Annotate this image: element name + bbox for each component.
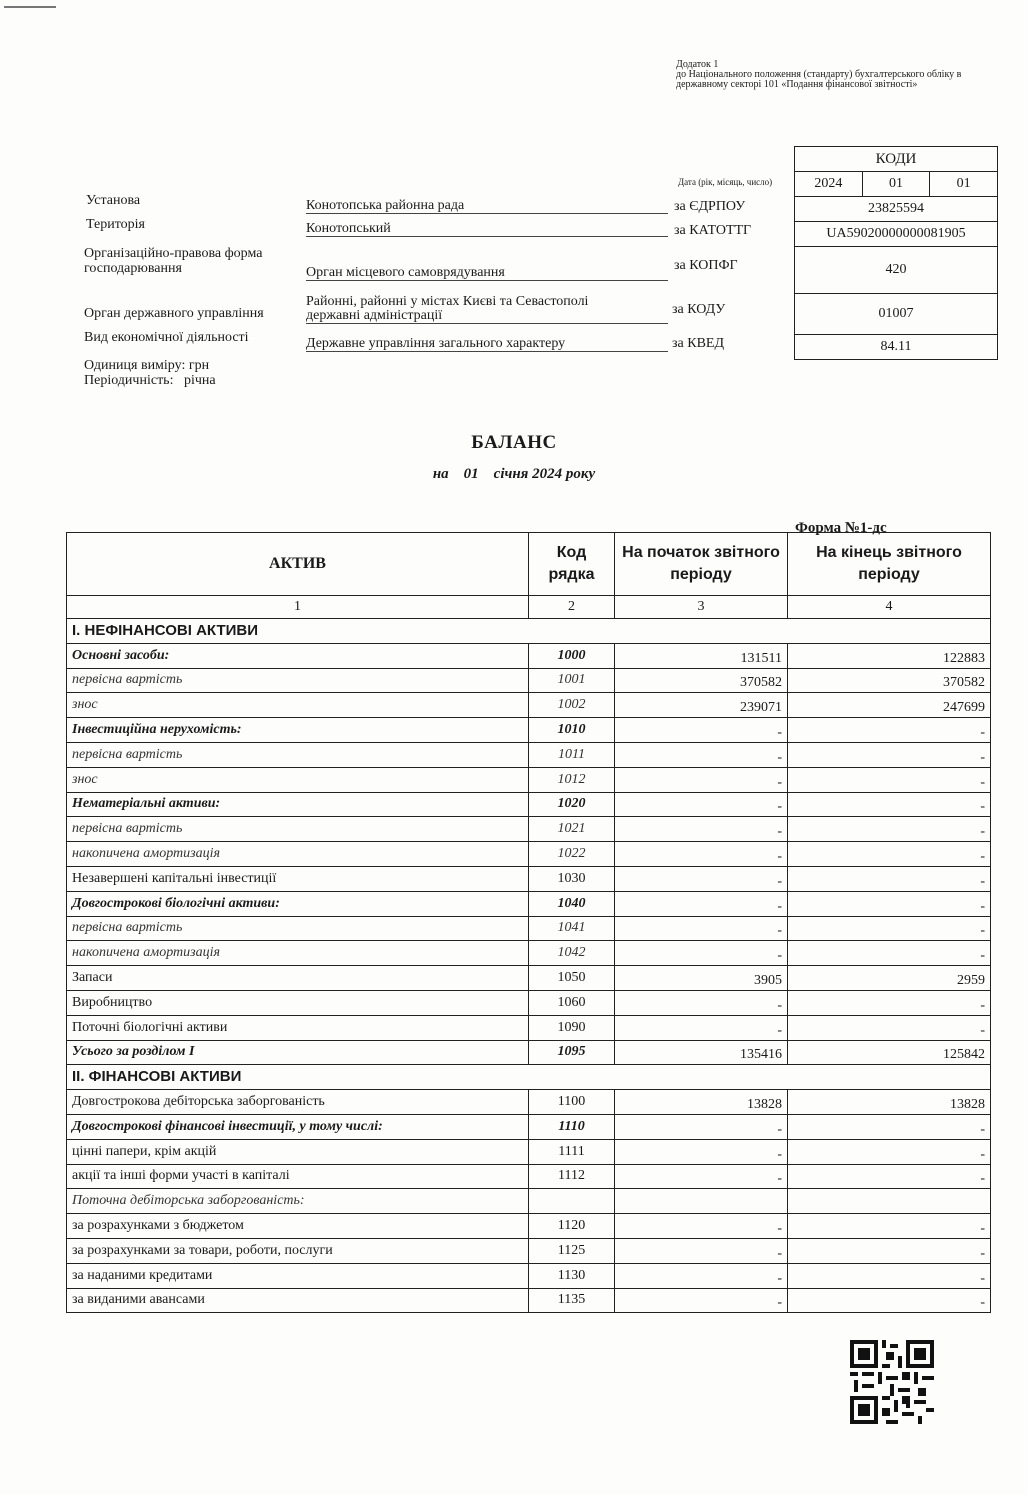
- row-start-value: -: [615, 742, 788, 767]
- row-name: первісна вартість: [67, 916, 529, 941]
- annex-line: державному секторі 101 «Подання фінансової звітності»: [676, 79, 918, 90]
- row-name: знос: [67, 767, 529, 792]
- row-code: 1130: [529, 1263, 615, 1288]
- row-start-value: -: [615, 718, 788, 743]
- row-name: первісна вартість: [67, 668, 529, 693]
- table-row: [67, 990, 991, 1015]
- row-start-value: -: [615, 1288, 788, 1313]
- katottg-code: UA59020000000081905: [795, 222, 997, 247]
- document-date: на 01 січня 2024 року: [432, 466, 596, 482]
- row-end-value: -: [788, 842, 991, 867]
- date-day: 01: [956, 176, 971, 191]
- section-row: [67, 619, 991, 644]
- row-name: первісна вартість: [67, 817, 529, 842]
- table-row: [67, 1114, 991, 1139]
- unit-label: Одиниця виміру: грн: [84, 358, 210, 373]
- row-code: 1060: [529, 990, 615, 1015]
- row-end-value: -: [788, 817, 991, 842]
- row-name: Довгострокові фінансові інвестиції, у тому числі:: [67, 1114, 529, 1139]
- row-name: Усього за розділом І: [67, 1040, 529, 1065]
- edrpou-code: 23825594: [795, 197, 997, 222]
- row-name: Нематеріальні активи:: [67, 792, 529, 817]
- table-row: [67, 693, 991, 718]
- row-name: Інвестиційна нерухомість:: [67, 718, 529, 743]
- row-code: 1001: [529, 668, 615, 693]
- row-end-value: -: [788, 718, 991, 743]
- row-code: 1050: [529, 966, 615, 991]
- row-end-value: -: [788, 866, 991, 891]
- institution-label: Установа: [86, 193, 141, 208]
- table-row: [67, 1164, 991, 1189]
- org-form-label: Організаційно-правова форма: [84, 246, 263, 261]
- row-end-value: 2959: [788, 966, 991, 991]
- table-row: [67, 792, 991, 817]
- column-index-row: [67, 596, 991, 619]
- col-index: 1: [67, 596, 529, 619]
- kopfg-code: 420: [795, 247, 997, 294]
- row-name: акції та інші форми участі в капіталі: [67, 1164, 529, 1189]
- row-start-value: 135416: [615, 1040, 788, 1065]
- col-index: 2: [529, 596, 615, 619]
- row-start-value: 131511: [615, 643, 788, 668]
- qr-code: [850, 1340, 934, 1424]
- row-code: 1100: [529, 1090, 615, 1115]
- row-start-value: -: [615, 990, 788, 1015]
- row-end-value: -: [788, 1214, 991, 1239]
- table-row: [67, 1139, 991, 1164]
- gov-body-value-2: державні адміністрації: [306, 308, 668, 324]
- gov-body-label: Орган державного управління: [84, 306, 264, 321]
- col-header-asset: АКТИВ: [67, 533, 529, 596]
- row-name: цінні папери, крім акцій: [67, 1139, 529, 1164]
- balance-table: [66, 532, 991, 1313]
- codes-title: КОДИ: [795, 147, 997, 172]
- row-code: 1125: [529, 1238, 615, 1263]
- section-title: І. НЕФІНАНСОВІ АКТИВИ: [67, 619, 991, 644]
- row-name: за виданими авансами: [67, 1288, 529, 1313]
- row-start-value: -: [615, 792, 788, 817]
- section-row: [67, 1065, 991, 1090]
- institution-value: Конотопська районна рада: [306, 198, 668, 214]
- row-start-value: -: [615, 1238, 788, 1263]
- row-name: первісна вартість: [67, 742, 529, 767]
- row-code: [529, 1189, 615, 1214]
- row-code: 1011: [529, 742, 615, 767]
- row-start-value: 370582: [615, 668, 788, 693]
- row-name: за розрахунками за товари, роботи, послуги: [67, 1238, 529, 1263]
- activity-value: Державне управління загального характеру: [306, 336, 668, 352]
- row-name: за розрахунками з бюджетом: [67, 1214, 529, 1239]
- table-row: [67, 817, 991, 842]
- row-end-value: -: [788, 1015, 991, 1040]
- row-code: 1021: [529, 817, 615, 842]
- row-end-value: -: [788, 891, 991, 916]
- annex-note: [676, 60, 1006, 90]
- za-edrpou: за ЄДРПОУ: [674, 199, 746, 214]
- za-kodu: за КОДУ: [672, 302, 726, 317]
- row-name: Поточні біологічні активи: [67, 1015, 529, 1040]
- col-header-end: На кінець звітного періоду: [788, 533, 991, 596]
- table-row: [67, 1015, 991, 1040]
- table-row: [67, 1214, 991, 1239]
- row-end-value: -: [788, 916, 991, 941]
- row-name: знос: [67, 693, 529, 718]
- row-end-value: 125842: [788, 1040, 991, 1065]
- row-end-value: -: [788, 792, 991, 817]
- row-code: 1135: [529, 1288, 615, 1313]
- table-row: [67, 1263, 991, 1288]
- row-name: за наданими кредитами: [67, 1263, 529, 1288]
- table-row: [67, 891, 991, 916]
- row-code: 1030: [529, 866, 615, 891]
- document-title: БАЛАНС: [471, 432, 557, 453]
- table-row: [67, 1189, 991, 1214]
- table-row: [67, 767, 991, 792]
- table-row: [67, 718, 991, 743]
- col-header-start: На початок звітного періоду: [615, 533, 788, 596]
- row-end-value: -: [788, 1288, 991, 1313]
- row-end-value: [788, 1189, 991, 1214]
- row-code: 1111: [529, 1139, 615, 1164]
- row-start-value: -: [615, 842, 788, 867]
- row-start-value: -: [615, 916, 788, 941]
- kved-code: 84.11: [880, 339, 912, 354]
- row-start-value: -: [615, 1015, 788, 1040]
- org-form-label-2: господарювання: [84, 261, 182, 276]
- row-end-value: -: [788, 1139, 991, 1164]
- row-start-value: 13828: [615, 1090, 788, 1115]
- row-code: 1041: [529, 916, 615, 941]
- row-name: Поточна дебіторська заборгованість:: [67, 1189, 529, 1214]
- row-end-value: 247699: [788, 693, 991, 718]
- form-number: Форма №1-дс: [795, 520, 887, 536]
- row-start-value: -: [615, 866, 788, 891]
- row-start-value: -: [615, 1214, 788, 1239]
- date-year: 2024: [795, 172, 863, 196]
- row-end-value: -: [788, 767, 991, 792]
- row-end-value: -: [788, 990, 991, 1015]
- row-start-value: [615, 1189, 788, 1214]
- table-row: [67, 1288, 991, 1313]
- territory-label: Територія: [86, 217, 145, 232]
- date-month: 01: [863, 172, 931, 196]
- row-start-value: -: [615, 1139, 788, 1164]
- row-end-value: -: [788, 1114, 991, 1139]
- table-row: [67, 842, 991, 867]
- table-header-row: [67, 533, 991, 596]
- row-end-value: -: [788, 1238, 991, 1263]
- row-code: 1120: [529, 1214, 615, 1239]
- gov-body-value-1: Районні, районні у містах Києві та Севастополі: [306, 294, 589, 309]
- row-code: 1095: [529, 1040, 615, 1065]
- row-code: 1110: [529, 1114, 615, 1139]
- table-row: [67, 643, 991, 668]
- row-start-value: -: [615, 767, 788, 792]
- row-code: 1040: [529, 891, 615, 916]
- row-end-value: 122883: [788, 643, 991, 668]
- za-kved: за КВЕД: [672, 336, 725, 351]
- row-start-value: 239071: [615, 693, 788, 718]
- row-start-value: -: [615, 1164, 788, 1189]
- row-name: накопичена амортизація: [67, 842, 529, 867]
- row-name: Незавершені капітальні інвестиції: [67, 866, 529, 891]
- table-row: [67, 1090, 991, 1115]
- row-start-value: -: [615, 1263, 788, 1288]
- section-title: ІІ. ФІНАНСОВІ АКТИВИ: [67, 1065, 991, 1090]
- table-row: [67, 668, 991, 693]
- col-header-code: Код рядка: [529, 533, 615, 596]
- territory-value: Конотопський: [306, 221, 668, 237]
- col-index: 3: [615, 596, 788, 619]
- table-row: [67, 1040, 991, 1065]
- annex-line: до Національного положення (стандарту) бухгалтерського обліку в: [676, 69, 962, 80]
- row-code: 1042: [529, 941, 615, 966]
- periodicity-label: Періодичність: річна: [84, 373, 216, 388]
- row-start-value: -: [615, 1114, 788, 1139]
- row-code: 1002: [529, 693, 615, 718]
- row-end-value: 370582: [788, 668, 991, 693]
- row-code: 1012: [529, 767, 615, 792]
- table-row: [67, 941, 991, 966]
- row-code: 1090: [529, 1015, 615, 1040]
- kodu-code: 01007: [795, 294, 997, 335]
- table-row: [67, 742, 991, 767]
- row-code: 1000: [529, 643, 615, 668]
- row-code: 1010: [529, 718, 615, 743]
- row-start-value: -: [615, 817, 788, 842]
- date-caption: Дата (рік, місяць, число): [678, 177, 773, 187]
- row-end-value: -: [788, 1164, 991, 1189]
- za-kopfg: за КОПФГ: [674, 258, 738, 273]
- row-name: Запаси: [67, 966, 529, 991]
- row-end-value: -: [788, 1263, 991, 1288]
- row-start-value: 3905: [615, 966, 788, 991]
- row-end-value: -: [788, 941, 991, 966]
- row-code: 1020: [529, 792, 615, 817]
- date-row: [795, 172, 997, 197]
- activity-label: Вид економічної діяльності: [84, 330, 249, 345]
- row-name: Основні засоби:: [67, 643, 529, 668]
- row-code: 1112: [529, 1164, 615, 1189]
- table-row: [67, 1238, 991, 1263]
- row-end-value: -: [788, 742, 991, 767]
- table-row: [67, 866, 991, 891]
- row-end-value: 13828: [788, 1090, 991, 1115]
- row-code: 1022: [529, 842, 615, 867]
- table-row: [67, 966, 991, 991]
- row-name: Виробництво: [67, 990, 529, 1015]
- org-form-value: Орган місцевого самоврядування: [306, 265, 668, 281]
- row-start-value: -: [615, 941, 788, 966]
- za-katottg: за КАТОТТГ: [674, 223, 752, 238]
- annex-line: Додаток 1: [676, 59, 719, 70]
- col-index: 4: [788, 596, 991, 619]
- scan-artifact: [4, 6, 56, 8]
- row-name: Довгострокова дебіторська заборгованість: [67, 1090, 529, 1115]
- row-name: Довгострокові біологічні активи:: [67, 891, 529, 916]
- row-start-value: -: [615, 891, 788, 916]
- row-name: накопичена амортизація: [67, 941, 529, 966]
- table-row: [67, 916, 991, 941]
- codes-box: [794, 146, 998, 360]
